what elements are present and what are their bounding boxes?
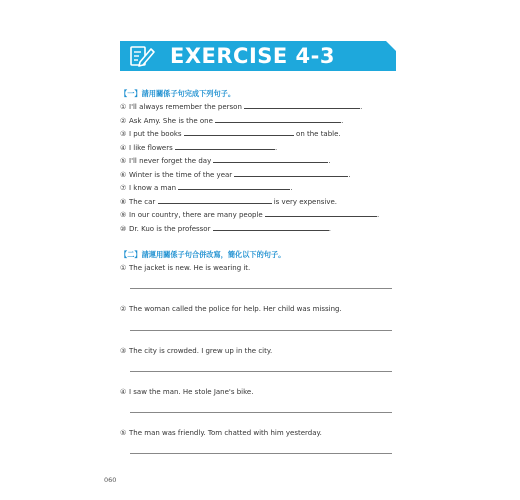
pencil-paper-icon [126, 43, 156, 69]
item-number: ④ [120, 388, 127, 396]
item-text-after: . [328, 225, 331, 233]
section-1-title: 【一】請用關係子句完成下列句子。 [120, 89, 236, 98]
item-text-after: . [275, 144, 278, 152]
item-text: I like flowers [129, 144, 173, 152]
item-number: ⑨ [120, 211, 127, 219]
rewrite-item-2 [120, 305, 342, 314]
item-text: I put the books [129, 130, 182, 138]
item-number: ⑩ [120, 225, 127, 233]
rewrite-item-4 [120, 388, 253, 397]
item-text: The city is crowded. I grew up in the city. [129, 347, 273, 355]
item-text: The jacket is new. He is wearing it. [129, 264, 251, 272]
fill-item-9 [120, 210, 379, 220]
item-text-after: . [348, 171, 351, 179]
item-number: ④ [120, 144, 127, 152]
page-number: 060 [104, 476, 117, 484]
item-text-after: is very expensive. [273, 198, 338, 206]
item-text: I saw the man. He stole Jane's bike. [129, 388, 254, 396]
section-2-title: 【二】請運用關係子句合併改寫，簡化以下的句子。 [120, 250, 286, 259]
item-text: The woman called the police for help. Her child was missing. [129, 305, 342, 313]
fill-item-1 [120, 102, 362, 112]
rewrite-item-1 [120, 264, 250, 273]
item-number: ⑤ [120, 157, 127, 165]
item-text: The man was friendly. Tom chatted with him yesterday. [129, 429, 322, 437]
item-number: ⑦ [120, 184, 127, 192]
answer-line[interactable] [130, 371, 392, 372]
answer-line[interactable] [130, 288, 392, 289]
answer-blank[interactable] [215, 116, 344, 125]
fill-item-7 [120, 183, 293, 193]
fill-item-10 [120, 224, 331, 234]
item-text: The car [129, 198, 156, 206]
answer-blank[interactable] [213, 156, 331, 165]
item-number: ⑧ [120, 198, 127, 206]
rewrite-item-5 [120, 429, 322, 438]
item-text: Dr. Kuo is the professor [129, 225, 211, 233]
answer-blank[interactable] [265, 210, 380, 219]
answer-line[interactable] [130, 453, 392, 454]
item-number: ③ [120, 130, 127, 138]
item-text-after: . [290, 184, 293, 192]
fill-item-5 [120, 156, 331, 166]
fill-item-8 [120, 197, 337, 207]
item-number: ② [120, 117, 127, 125]
fill-item-4 [120, 143, 277, 153]
exercise-banner [120, 41, 396, 71]
item-text: I'll always remember the person [129, 103, 242, 111]
answer-blank[interactable] [244, 102, 363, 111]
item-text: I'll never forget the day [129, 157, 212, 165]
item-text-after: on the table. [296, 130, 341, 138]
answer-line[interactable] [130, 330, 392, 331]
item-number: ⑥ [120, 171, 127, 179]
item-text: I know a man [129, 184, 177, 192]
answer-blank[interactable] [234, 170, 351, 179]
item-number: ① [120, 103, 127, 111]
item-number: ⑤ [120, 429, 127, 437]
answer-blank[interactable] [184, 129, 294, 136]
exercise-title: EXERCISE 4-3 [170, 44, 335, 68]
item-number: ① [120, 264, 127, 272]
item-number: ② [120, 305, 127, 313]
rewrite-item-3 [120, 347, 272, 356]
item-text: In our country, there are many people [129, 211, 263, 219]
answer-blank[interactable] [175, 143, 278, 152]
answer-line[interactable] [130, 412, 392, 413]
item-text: Ask Amy. She is the one [129, 117, 213, 125]
item-text: Winter is the time of the year [129, 171, 233, 179]
answer-blank[interactable] [158, 197, 272, 204]
item-text-after: . [341, 117, 344, 125]
banner-corner [386, 41, 396, 51]
item-text-after: . [360, 103, 363, 111]
item-text-after: . [328, 157, 331, 165]
fill-item-6 [120, 170, 351, 180]
answer-blank[interactable] [178, 183, 293, 192]
answer-blank[interactable] [213, 224, 329, 231]
fill-item-3 [120, 129, 341, 139]
item-text-after: . [376, 211, 380, 219]
fill-item-2 [120, 116, 343, 126]
item-number: ③ [120, 347, 127, 355]
